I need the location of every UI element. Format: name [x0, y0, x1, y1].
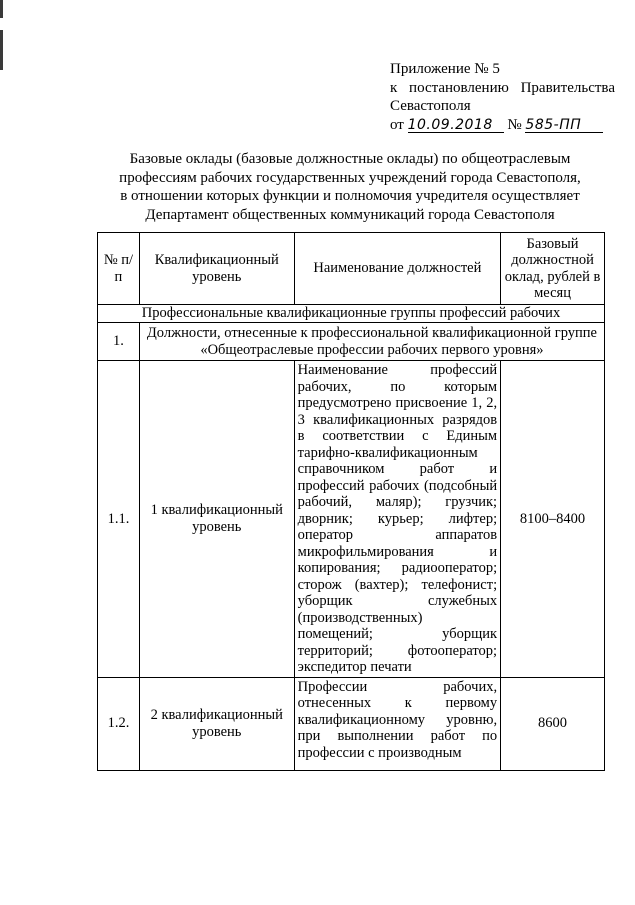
- title-line-1: Базовые оклады (базовые должностные оклады) по общеотраслевым: [129, 151, 571, 167]
- row-num: 1.2.: [98, 677, 140, 770]
- number-value: 585-ПП: [525, 118, 603, 133]
- row-level: 2 квалификационный уровень: [139, 677, 294, 770]
- title-line-4: Департамент общественных коммуникаций города Севастополя: [145, 206, 555, 223]
- document-title: [100, 150, 600, 224]
- annex-word-k: к: [390, 79, 398, 96]
- header-positions: Наименование должностей: [294, 233, 500, 305]
- annex-word-resolution: постановлению: [409, 79, 509, 96]
- annex-city: Севастополя: [390, 98, 471, 114]
- row-positions-cell: [294, 677, 500, 770]
- date-value: 10.09.2018: [408, 118, 504, 133]
- number-prefix: №: [507, 116, 522, 133]
- table-row: [98, 677, 605, 770]
- section-num: 1.: [98, 323, 140, 361]
- binding-mark-top: [0, 0, 3, 18]
- salary-table: [97, 232, 605, 771]
- header-salary: Базовый должностной оклад, рублей в месяц: [501, 233, 605, 305]
- row-positions: Наименование профессий рабочих, по которым предусмотрено присвоение 1, 2, 3 квалификационных разрядов в соответствии с Единым тарифно-квалификационным справочником работ и профессий рабочих (подсобный рабочий, маляр); грузчик; дворник; курьер; лифтер; оператор аппаратов микрофильмирования и копирования; радиооператор; сторож (вахтер); телефонист; уборщик служебных (производственных) помещений; уборщик территорий; фотооператор; экспедитор печати: [294, 361, 500, 678]
- row-positions: Профессии рабочих, отнесенных к первому квалификационному уровню, при выполнении работ по профессии с производным: [297, 678, 498, 761]
- row-num: 1.1.: [98, 361, 140, 678]
- title-line-2: профессиям рабочих государственных учреждений города Севастополя,: [119, 169, 581, 186]
- header-num: № п/п: [98, 233, 140, 305]
- annex-resolution-line: [390, 79, 615, 98]
- annex-date-number-line: [390, 116, 615, 135]
- header-level: Квалификационный уровень: [139, 233, 294, 305]
- row-salary: 8100–8400: [501, 361, 605, 678]
- annex-word-government: Правительства: [520, 79, 615, 96]
- date-prefix: от: [390, 116, 404, 133]
- group-header: Профессиональные квалификационные группы профессий рабочих: [98, 305, 605, 323]
- group-header-row: [98, 305, 605, 323]
- table-header-row: [98, 233, 605, 305]
- section-text: Должности, отнесенные к профессиональной квалификационной группе «Общеотраслевые профессии рабочих первого уровня»: [139, 323, 604, 361]
- table-row: [98, 361, 605, 678]
- title-line-3: в отношении которых функции и полномочия учредителя осуществляет: [120, 188, 580, 204]
- annex-title: Приложение № 5: [390, 61, 500, 77]
- row-salary: 8600: [501, 677, 605, 770]
- row-level: 1 квалификационный уровень: [139, 361, 294, 678]
- annex-block: [390, 60, 615, 134]
- binding-mark-middle: [0, 30, 3, 70]
- section-row: [98, 323, 605, 361]
